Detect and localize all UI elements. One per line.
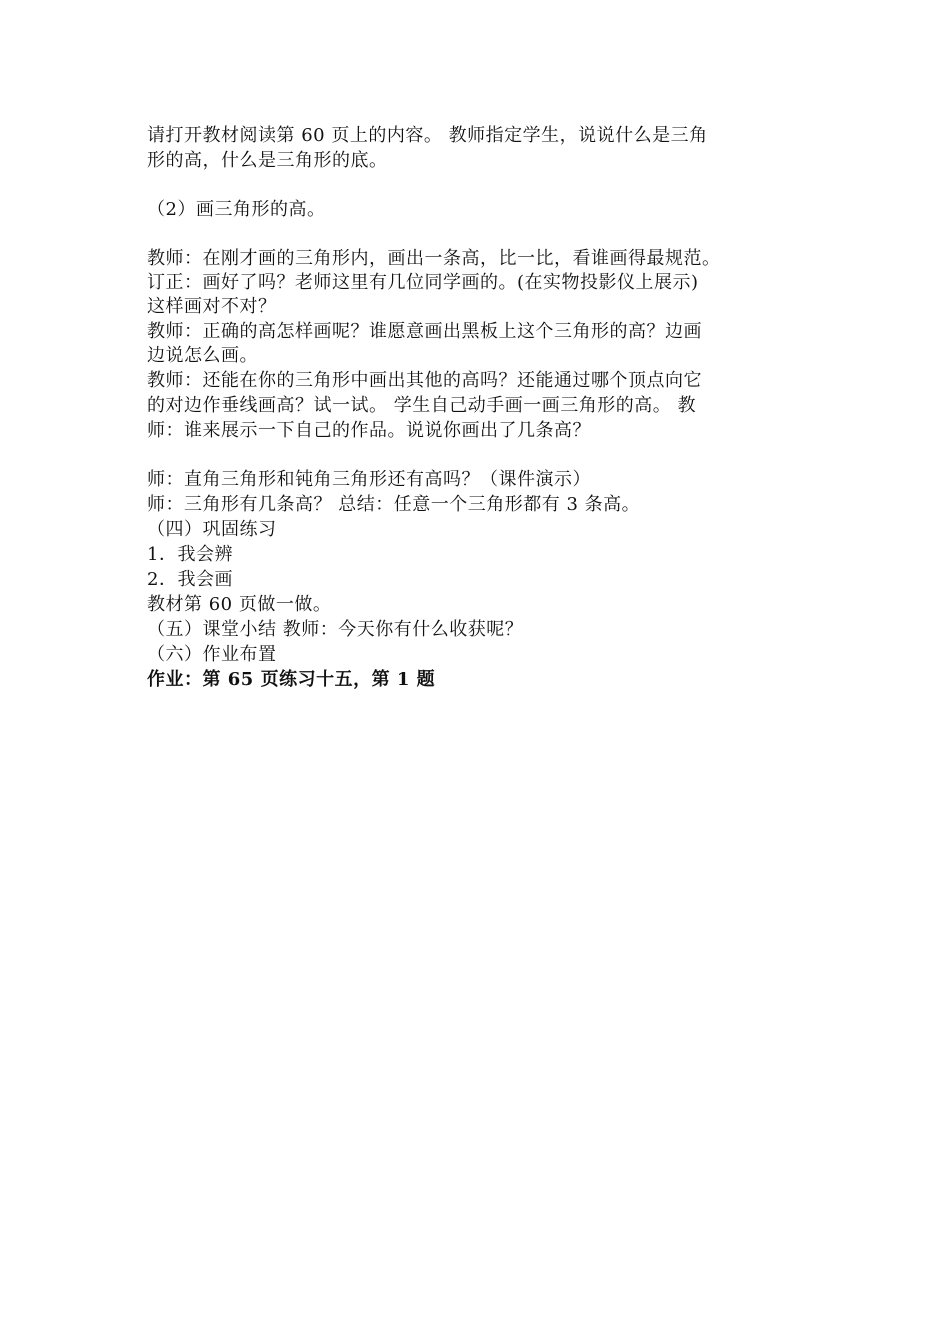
text-line: 教材第 60 页做一做。 <box>147 594 332 615</box>
text-line: 订正：画好了吗？老师这里有几位同学画的。(在实物投影仪上展示) <box>147 272 699 293</box>
text-line: 教师：正确的高怎样画呢？谁愿意画出黑板上这个三角形的高？边画 <box>147 321 702 342</box>
section-heading: （四）巩固练习 <box>147 519 277 540</box>
text-line: 这样画对不对？ <box>147 296 277 317</box>
text-line: 师：直角三角形和钝角三角形还有高吗？（课件演示） <box>147 469 591 490</box>
text-line: 请打开教材阅读第 60 页上的内容。 教师指定学生，说说什么是三角 <box>147 125 708 146</box>
text-line: 形的高，什么是三角形的底。 <box>147 150 388 171</box>
section-heading: （2）画三角形的高。 <box>147 199 326 220</box>
text-line: 师：谁来展示一下自己的作品。说说你画出了几条高？ <box>147 420 591 441</box>
section-heading: （五）课堂小结 教师：今天你有什么收获呢？ <box>147 619 524 640</box>
text-line: 边说怎么画。 <box>147 345 258 366</box>
text-line: 师：三角形有几条高？ 总结：任意一个三角形都有 3 条高。 <box>147 494 641 515</box>
list-item: 2．我会画 <box>147 569 233 590</box>
homework-line: 作业：第 65 页练习十五，第 1 题 <box>147 669 436 690</box>
section-heading: （六）作业布置 <box>147 644 277 665</box>
text-line: 教师：还能在你的三角形中画出其他的高吗？还能通过哪个顶点向它 <box>147 370 702 391</box>
text-line: 的对边作垂线画高？试一试。 学生自己动手画一画三角形的高。 教 <box>147 395 696 416</box>
list-item: 1．我会辨 <box>147 544 233 565</box>
text-line: 教师：在刚才画的三角形内，画出一条高，比一比，看谁画得最规范。 <box>147 248 721 269</box>
